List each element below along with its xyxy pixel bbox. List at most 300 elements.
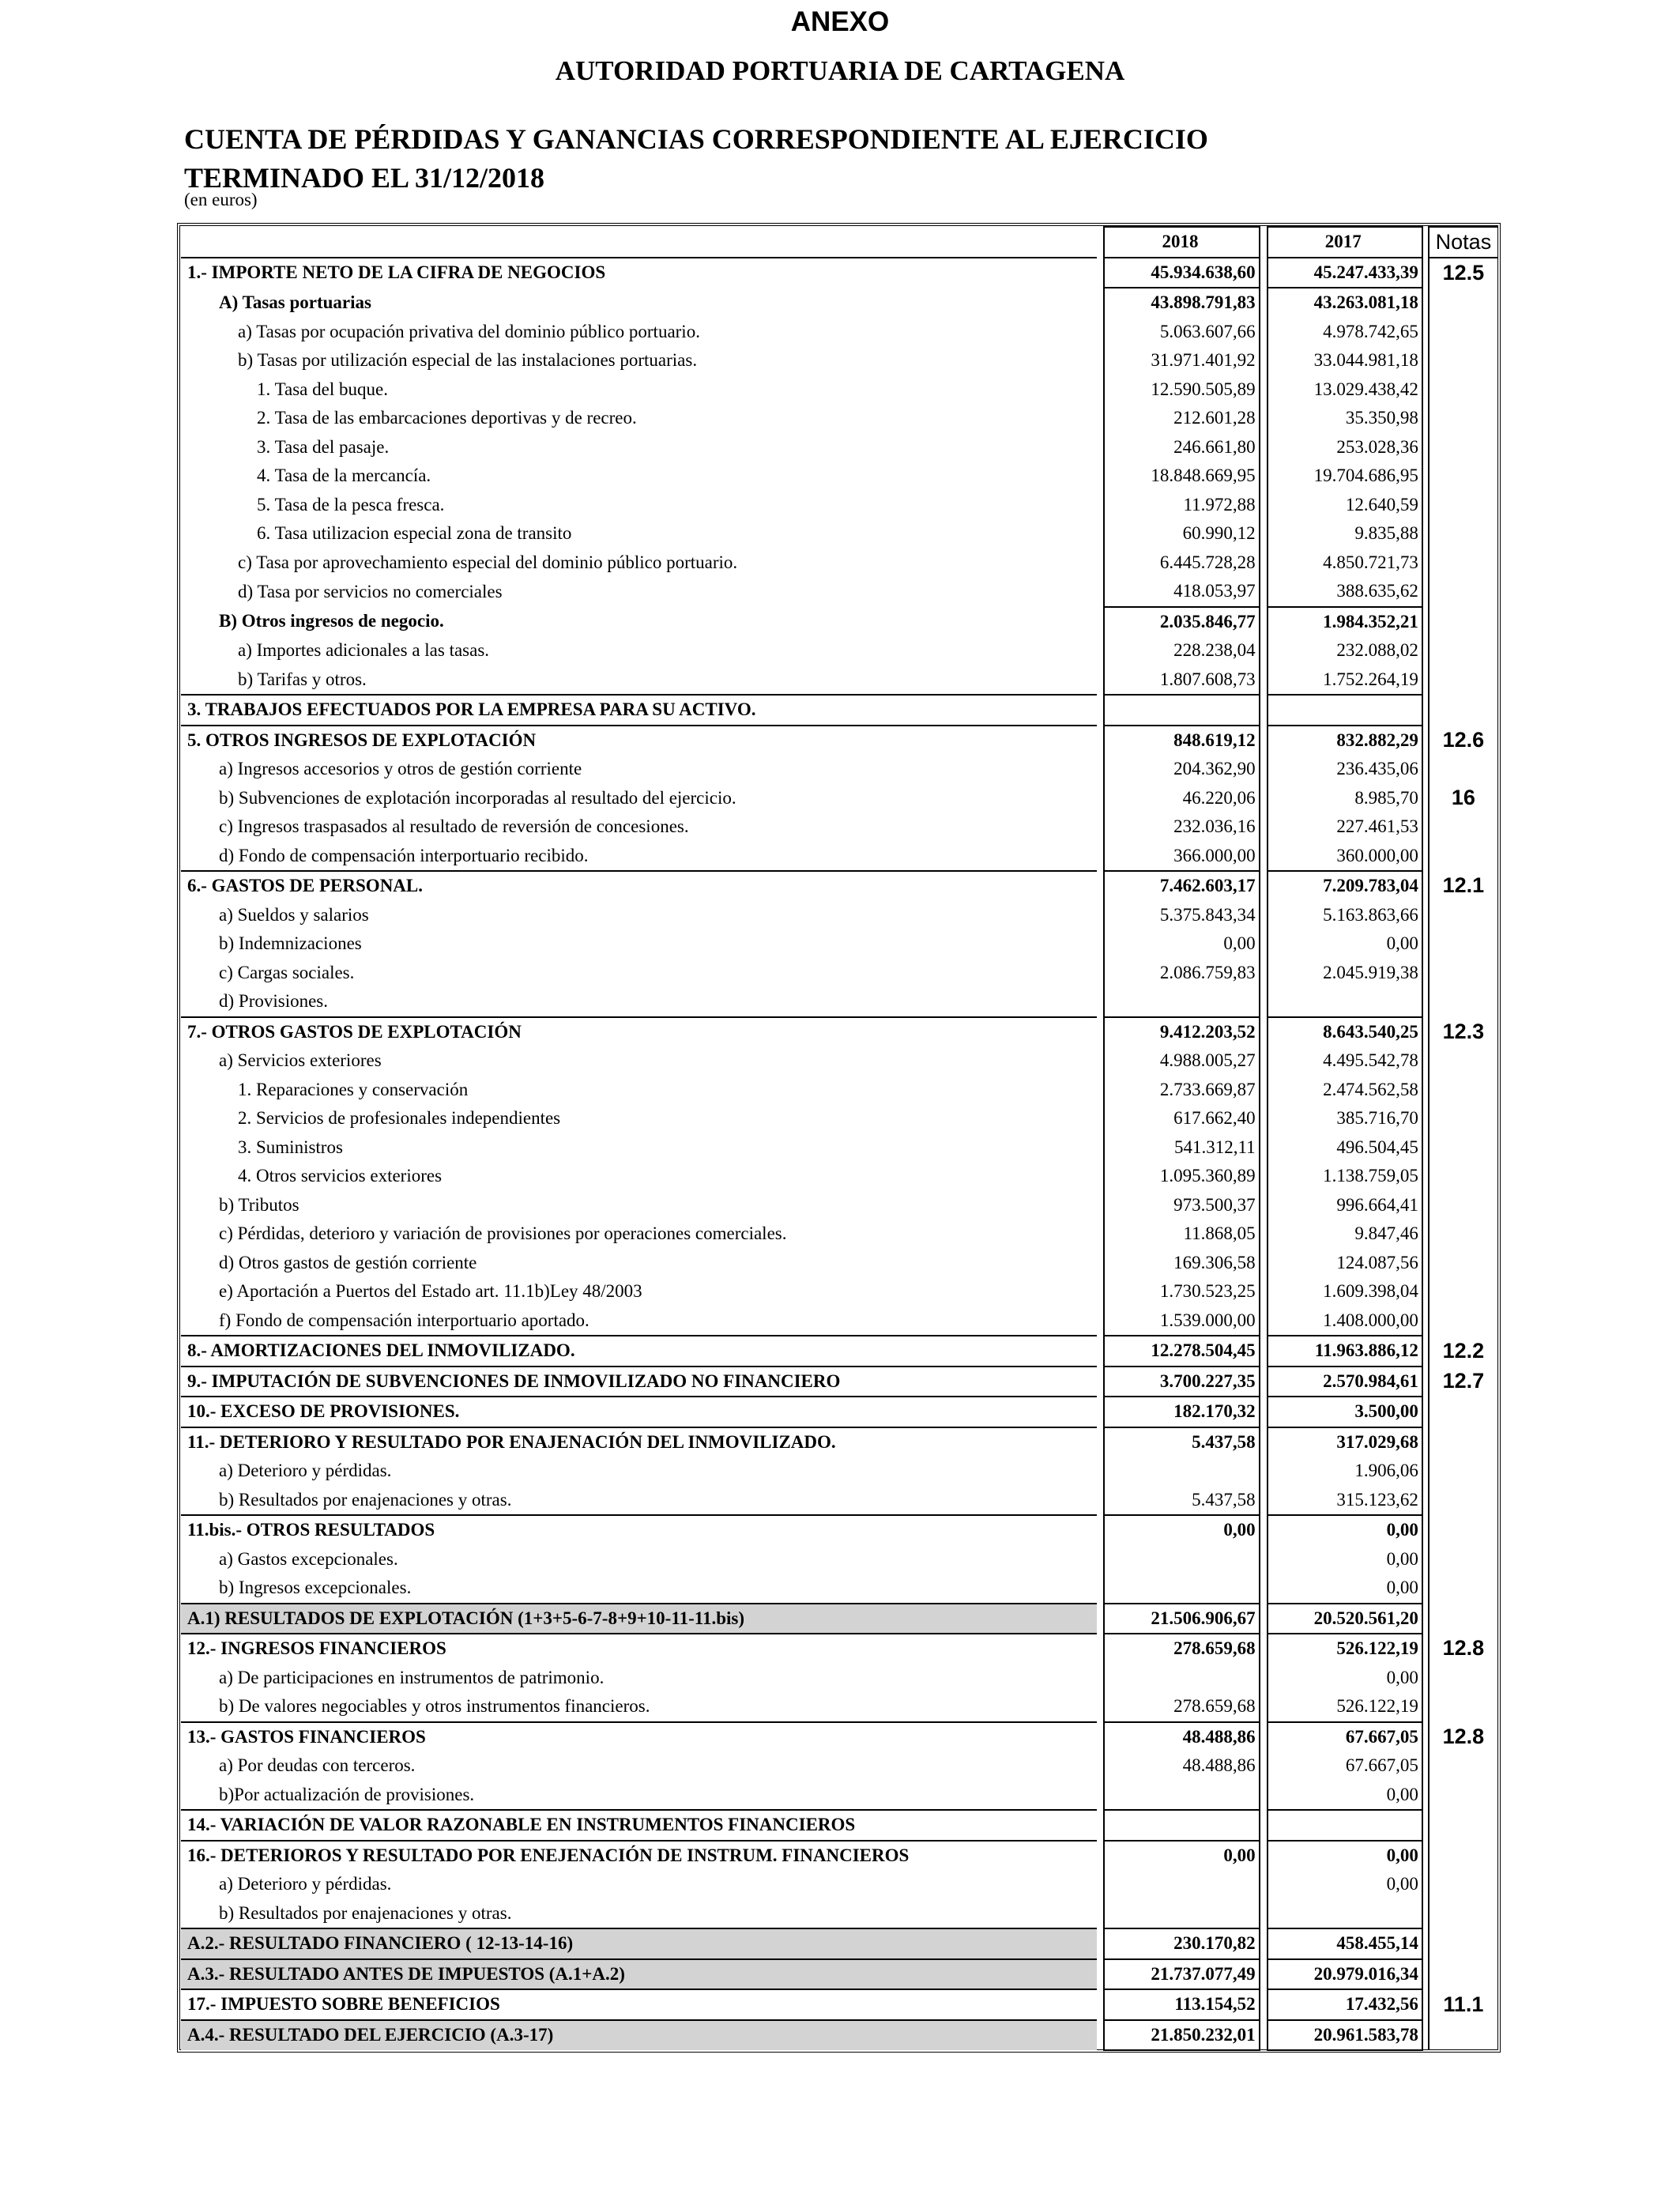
value-2018: 18.848.669,95: [1104, 462, 1259, 491]
table-row: [181, 1191, 1497, 1220]
value-2018: 43.898.791,83: [1104, 288, 1259, 318]
row-label: c) Pérdidas, deterioro y variación de provisiones por operaciones comerciales.: [219, 1223, 787, 1244]
value-2018: 246.661,80: [1104, 433, 1259, 462]
value-2018: 5.375.843,34: [1104, 901, 1259, 930]
value-2018: 21.737.077,49: [1104, 1959, 1259, 1990]
note-ref: 12.8: [1429, 1722, 1497, 1752]
table-row: [181, 1249, 1497, 1278]
row-label: b) Subvenciones de explotación incorporadas al resultado del ejercicio.: [219, 787, 736, 808]
value-2017: [1268, 695, 1422, 726]
table-row: [181, 1076, 1497, 1105]
value-2018: 182.170,32: [1104, 1397, 1259, 1427]
table-row: [181, 929, 1497, 959]
table-row: [181, 1751, 1497, 1781]
value-2018: 11.868,05: [1104, 1220, 1259, 1249]
table-row: [181, 871, 1497, 901]
table-row: [181, 1604, 1497, 1634]
value-2017: 0,00: [1268, 929, 1422, 959]
table-row: [181, 1336, 1497, 1367]
note-ref: [1429, 987, 1497, 1017]
value-2017: 315.123,62: [1268, 1486, 1422, 1516]
row-label: 10.- EXCESO DE PROVISIONES.: [181, 1397, 1097, 1427]
note-ref: [1429, 491, 1497, 520]
profit-loss-table: [181, 226, 1497, 2051]
note-ref: [1429, 1841, 1497, 1871]
value-2018: 2.733.669,87: [1104, 1076, 1259, 1105]
value-2018: 5.437,58: [1104, 1486, 1259, 1516]
row-label: 7.- OTROS GASTOS DE EXPLOTACIÓN: [181, 1017, 1097, 1047]
note-ref: [1429, 1220, 1497, 1249]
value-2018: 1.095.360,89: [1104, 1162, 1259, 1191]
column-header-2017: 2017: [1268, 227, 1422, 258]
note-ref: [1429, 1104, 1497, 1133]
row-label: 2. Servicios de profesionales independientes: [238, 1108, 561, 1129]
value-2017: 0,00: [1268, 1870, 1422, 1899]
table-row: [181, 433, 1497, 462]
value-2018: [1104, 1574, 1259, 1604]
column-header-notas: Notas: [1429, 227, 1497, 258]
table-row: [181, 491, 1497, 520]
value-2018: 60.990,12: [1104, 519, 1259, 548]
table-row: [181, 665, 1497, 696]
value-2017: 832.882,29: [1268, 726, 1422, 756]
table-row: [181, 812, 1497, 842]
row-label: a) Servicios exteriores: [219, 1050, 382, 1071]
table-row: [181, 1220, 1497, 1249]
table-row: [181, 636, 1497, 665]
table-row: [181, 1457, 1497, 1486]
row-label: 12.- INGRESOS FINANCIEROS: [181, 1634, 1097, 1664]
value-2018: 6.445.728,28: [1104, 548, 1259, 578]
value-2018: 21.506.906,67: [1104, 1604, 1259, 1634]
value-2018: [1104, 987, 1259, 1017]
row-label: 3. Tasa del pasaje.: [257, 436, 390, 457]
value-2018: 230.170,82: [1104, 1928, 1259, 1959]
value-2018: 366.000,00: [1104, 842, 1259, 872]
value-2017: 1.609.398,04: [1268, 1277, 1422, 1306]
value-2017: [1268, 1899, 1422, 1929]
row-label: a) Deterioro y pérdidas.: [219, 1461, 392, 1481]
value-2018: 1.730.523,25: [1104, 1277, 1259, 1306]
note-ref: [1429, 318, 1497, 347]
note-ref: [1429, 1397, 1497, 1427]
table-row: [181, 1810, 1497, 1841]
value-2017: 20.979.016,34: [1268, 1959, 1422, 1990]
note-ref: [1429, 1870, 1497, 1899]
value-2017: 0,00: [1268, 1574, 1422, 1604]
table-row: [181, 258, 1497, 288]
value-2018: 4.988.005,27: [1104, 1046, 1259, 1076]
row-label: f) Fondo de compensación interportuario aportado.: [219, 1310, 590, 1330]
note-ref: [1429, 288, 1497, 318]
table-row: [181, 959, 1497, 988]
note-ref: [1429, 755, 1497, 784]
value-2017: 385.716,70: [1268, 1104, 1422, 1133]
note-ref: [1429, 959, 1497, 988]
note-ref: [1429, 404, 1497, 433]
row-label: 2. Tasa de las embarcaciones deportivas y de recreo.: [257, 408, 637, 428]
note-ref: 11.1: [1429, 1989, 1497, 2020]
value-2017: 526.122,19: [1268, 1692, 1422, 1722]
note-ref: [1429, 1133, 1497, 1163]
note-ref: [1429, 1959, 1497, 1990]
note-ref: [1429, 1191, 1497, 1220]
table-row: [181, 1928, 1497, 1959]
note-ref: [1429, 901, 1497, 930]
header-label-cell: [181, 227, 1097, 258]
note-ref: [1429, 1277, 1497, 1306]
note-ref: [1429, 2020, 1497, 2051]
value-2018: 228.238,04: [1104, 636, 1259, 665]
value-2018: 5.437,58: [1104, 1427, 1259, 1457]
row-label: a) Por deudas con terceros.: [219, 1755, 416, 1776]
note-ref: [1429, 519, 1497, 548]
table-row: [181, 695, 1497, 726]
note-ref: [1429, 462, 1497, 491]
value-2017: 9.847,46: [1268, 1220, 1422, 1249]
value-2018: 12.278.504,45: [1104, 1336, 1259, 1367]
row-label: 13.- GASTOS FINANCIEROS: [181, 1722, 1097, 1752]
note-ref: [1429, 1457, 1497, 1486]
table-row: [181, 1486, 1497, 1516]
table-row: [181, 1989, 1497, 2020]
note-ref: [1429, 1751, 1497, 1781]
row-label: b) Indemnizaciones: [219, 933, 362, 954]
value-2017: 13.029.438,42: [1268, 375, 1422, 405]
value-2018: 0,00: [1104, 1515, 1259, 1545]
note-ref: [1429, 665, 1497, 696]
value-2018: [1104, 1899, 1259, 1929]
row-label: b) Resultados por enajenaciones y otras.: [219, 1902, 512, 1923]
value-2017: 1.752.264,19: [1268, 665, 1422, 696]
row-label: A) Tasas portuarias: [219, 292, 371, 312]
row-label: 9.- IMPUTACIÓN DE SUBVENCIONES DE INMOVILIZADO NO FINANCIERO: [181, 1367, 1097, 1397]
annex-heading: ANEXO: [790, 6, 890, 37]
row-label: B) Otros ingresos de negocio.: [219, 611, 444, 631]
row-label: 3. Suministros: [238, 1137, 343, 1157]
note-ref: [1429, 1781, 1497, 1811]
row-label: c) Tasa por aprovechamiento especial del dominio público portuario.: [238, 552, 738, 572]
value-2017: 227.461,53: [1268, 812, 1422, 842]
column-header-2018: 2018: [1104, 227, 1259, 258]
value-2017: 67.667,05: [1268, 1751, 1422, 1781]
value-2018: 973.500,37: [1104, 1191, 1259, 1220]
row-label: d) Otros gastos de gestión corriente: [219, 1252, 477, 1272]
note-ref: [1429, 607, 1497, 637]
row-label: 11.bis.- OTROS RESULTADOS: [181, 1515, 1097, 1545]
table-row: [181, 987, 1497, 1017]
table-row: [181, 462, 1497, 491]
value-2017: 9.835,88: [1268, 519, 1422, 548]
row-label: 1.- IMPORTE NETO DE LA CIFRA DE NEGOCIOS: [181, 258, 1097, 288]
table-row: [181, 1133, 1497, 1163]
value-2017: 19.704.686,95: [1268, 462, 1422, 491]
row-label: a) Ingresos accesorios y otros de gestión corriente: [219, 759, 582, 779]
table-row: [181, 2020, 1497, 2051]
value-2017: 8.643.540,25: [1268, 1017, 1422, 1047]
table-row: [181, 1046, 1497, 1076]
table-row: [181, 1722, 1497, 1752]
value-2018: 113.154,52: [1104, 1989, 1259, 2020]
row-label: 1. Tasa del buque.: [257, 379, 388, 399]
note-ref: [1429, 1076, 1497, 1105]
value-2018: 0,00: [1104, 929, 1259, 959]
row-label: b) Ingresos excepcionales.: [219, 1578, 412, 1598]
note-ref: [1429, 1899, 1497, 1929]
currency-unit: (en euros): [184, 190, 258, 209]
value-2018: 12.590.505,89: [1104, 375, 1259, 405]
value-2017: 4.978.742,65: [1268, 318, 1422, 347]
table-header-row: [181, 227, 1497, 258]
value-2017: 8.985,70: [1268, 784, 1422, 813]
row-label: d) Provisiones.: [219, 991, 328, 1012]
value-2017: 33.044.981,18: [1268, 346, 1422, 375]
note-ref: 12.3: [1429, 1017, 1497, 1047]
table-row: [181, 519, 1497, 548]
value-2017: 1.408.000,00: [1268, 1306, 1422, 1336]
row-label: 4. Tasa de la mercancía.: [257, 466, 431, 486]
row-label: 5. Tasa de la pesca fresca.: [257, 494, 445, 515]
value-2017: 2.045.919,38: [1268, 959, 1422, 988]
value-2017: 4.495.542,78: [1268, 1046, 1422, 1076]
row-label: a) Deterioro y pérdidas.: [219, 1874, 392, 1894]
note-ref: 16: [1429, 784, 1497, 813]
note-ref: 12.1: [1429, 871, 1497, 901]
table-row: [181, 726, 1497, 756]
note-ref: [1429, 1545, 1497, 1574]
note-ref: [1429, 1810, 1497, 1841]
value-2017: 43.263.081,18: [1268, 288, 1422, 318]
note-ref: [1429, 1664, 1497, 1693]
row-label: A.1) RESULTADOS DE EXPLOTACIÓN (1+3+5-6-7-8+9+10-11-11.bis): [181, 1604, 1097, 1634]
table-row: [181, 346, 1497, 375]
value-2017: 253.028,36: [1268, 433, 1422, 462]
value-2017: 2.570.984,61: [1268, 1367, 1422, 1397]
value-2018: 541.312,11: [1104, 1133, 1259, 1163]
row-label: 16.- DETERIOROS Y RESULTADO POR ENEJENACIÓN DE INSTRUM. FINANCIEROS: [181, 1841, 1097, 1871]
value-2018: 5.063.607,66: [1104, 318, 1259, 347]
note-ref: [1429, 375, 1497, 405]
statement-title-line2: TERMINADO EL 31/12/2018: [184, 162, 545, 194]
value-2018: 2.035.846,77: [1104, 607, 1259, 637]
value-2018: 48.488,86: [1104, 1751, 1259, 1781]
value-2017: 232.088,02: [1268, 636, 1422, 665]
table-row: [181, 901, 1497, 930]
note-ref: [1429, 1249, 1497, 1278]
value-2017: 0,00: [1268, 1841, 1422, 1871]
value-2018: 278.659,68: [1104, 1692, 1259, 1722]
value-2018: 21.850.232,01: [1104, 2020, 1259, 2051]
value-2017: 996.664,41: [1268, 1191, 1422, 1220]
note-ref: [1429, 929, 1497, 959]
table-row: [181, 1870, 1497, 1899]
value-2018: 212.601,28: [1104, 404, 1259, 433]
value-2017: [1268, 1810, 1422, 1841]
value-2018: 1.807.608,73: [1104, 665, 1259, 696]
table-row: [181, 784, 1497, 813]
value-2018: 2.086.759,83: [1104, 959, 1259, 988]
row-label: 3. TRABAJOS EFECTUADOS POR LA EMPRESA PARA SU ACTIVO.: [181, 695, 1097, 726]
table-row: [181, 404, 1497, 433]
row-label: b)Por actualización de provisiones.: [219, 1784, 475, 1804]
row-label: b) Tarifas y otros.: [238, 669, 367, 689]
value-2017: 20.961.583,78: [1268, 2020, 1422, 2051]
row-label: 17.- IMPUESTO SOBRE BENEFICIOS: [181, 1989, 1097, 2020]
value-2017: 0,00: [1268, 1781, 1422, 1811]
row-label: a) Gastos excepcionales.: [219, 1548, 398, 1569]
value-2017: 317.029,68: [1268, 1427, 1422, 1457]
table-row: [181, 1545, 1497, 1574]
value-2018: [1104, 1810, 1259, 1841]
value-2017: 1.138.759,05: [1268, 1162, 1422, 1191]
value-2018: 232.036,16: [1104, 812, 1259, 842]
note-ref: [1429, 842, 1497, 872]
value-2018: 169.306,58: [1104, 1249, 1259, 1278]
value-2018: 0,00: [1104, 1841, 1259, 1871]
row-label: a) Sueldos y salarios: [219, 904, 369, 925]
value-2017: 45.247.433,39: [1268, 258, 1422, 288]
table-row: [181, 1899, 1497, 1929]
value-2017: 458.455,14: [1268, 1928, 1422, 1959]
value-2018: [1104, 695, 1259, 726]
value-2018: 45.934.638,60: [1104, 258, 1259, 288]
value-2017: 0,00: [1268, 1545, 1422, 1574]
organization-name: AUTORIDAD PORTUARIA DE CARTAGENA: [555, 55, 1125, 86]
table-row: [181, 1781, 1497, 1811]
row-label: 6. Tasa utilizacion especial zona de transito: [257, 523, 572, 544]
value-2018: [1104, 1545, 1259, 1574]
value-2017: 526.122,19: [1268, 1634, 1422, 1664]
row-label: 4. Otros servicios exteriores: [238, 1166, 443, 1186]
row-label: b) Tasas por utilización especial de las instalaciones portuarias.: [238, 350, 698, 371]
value-2017: 124.087,56: [1268, 1249, 1422, 1278]
value-2017: 2.474.562,58: [1268, 1076, 1422, 1105]
table-row: [181, 1692, 1497, 1722]
note-ref: [1429, 1692, 1497, 1722]
table-row: [181, 1306, 1497, 1336]
value-2017: 67.667,05: [1268, 1722, 1422, 1752]
note-ref: [1429, 812, 1497, 842]
row-label: a) Tasas por ocupación privativa del dominio público portuario.: [238, 321, 700, 341]
table-row: [181, 1664, 1497, 1693]
note-ref: 12.8: [1429, 1634, 1497, 1664]
row-label: 14.- VARIACIÓN DE VALOR RAZONABLE EN INSTRUMENTOS FINANCIEROS: [181, 1810, 1097, 1841]
note-ref: [1429, 433, 1497, 462]
row-label: 11.- DETERIORO Y RESULTADO POR ENAJENACIÓN DEL INMOVILIZADO.: [181, 1427, 1097, 1457]
value-2017: 12.640,59: [1268, 491, 1422, 520]
table-row: [181, 842, 1497, 872]
table-row: [181, 1959, 1497, 1990]
note-ref: [1429, 1486, 1497, 1516]
note-ref: [1429, 1515, 1497, 1545]
table-row: [181, 548, 1497, 578]
value-2017: 5.163.863,66: [1268, 901, 1422, 930]
note-ref: [1429, 346, 1497, 375]
table-row: [181, 1277, 1497, 1306]
value-2018: 46.220,06: [1104, 784, 1259, 813]
row-label: b) De valores negociables y otros instrumentos financieros.: [219, 1696, 650, 1717]
value-2017: 11.963.886,12: [1268, 1336, 1422, 1367]
row-label: c) Cargas sociales.: [219, 962, 355, 982]
value-2018: 31.971.401,92: [1104, 346, 1259, 375]
row-label: a) Importes adicionales a las tasas.: [238, 640, 490, 661]
row-label: A.4.- RESULTADO DEL EJERCICIO (A.3-17): [181, 2020, 1097, 2051]
note-ref: [1429, 1306, 1497, 1336]
value-2018: 848.619,12: [1104, 726, 1259, 756]
value-2017: 4.850.721,73: [1268, 548, 1422, 578]
note-ref: 12.6: [1429, 726, 1497, 756]
row-label: c) Ingresos traspasados al resultado de reversión de concesiones.: [219, 816, 689, 837]
value-2018: [1104, 1781, 1259, 1811]
value-2017: 3.500,00: [1268, 1397, 1422, 1427]
value-2018: [1104, 1457, 1259, 1486]
row-label: 5. OTROS INGRESOS DE EXPLOTACIÓN: [181, 726, 1097, 756]
table-row: [181, 1841, 1497, 1871]
value-2018: 1.539.000,00: [1104, 1306, 1259, 1336]
table-row: [181, 607, 1497, 637]
value-2018: 48.488,86: [1104, 1722, 1259, 1752]
value-2017: 20.520.561,20: [1268, 1604, 1422, 1634]
row-label: 6.- GASTOS DE PERSONAL.: [181, 871, 1097, 901]
note-ref: [1429, 1427, 1497, 1457]
row-label: e) Aportación a Puertos del Estado art. 11.1b)Ley 48/2003: [219, 1281, 642, 1302]
table-row: [181, 1574, 1497, 1604]
value-2018: 9.412.203,52: [1104, 1017, 1259, 1047]
table-row: [181, 1515, 1497, 1545]
table-row: [181, 375, 1497, 405]
table-row: [181, 577, 1497, 607]
table-row: [181, 755, 1497, 784]
value-2018: 11.972,88: [1104, 491, 1259, 520]
row-label: d) Tasa por servicios no comerciales: [238, 581, 503, 601]
value-2017: 0,00: [1268, 1664, 1422, 1693]
value-2017: 35.350,98: [1268, 404, 1422, 433]
table-row: [181, 288, 1497, 318]
row-label: 1. Reparaciones y conservación: [238, 1079, 469, 1099]
note-ref: [1429, 1046, 1497, 1076]
value-2018: [1104, 1870, 1259, 1899]
table-row: [181, 318, 1497, 347]
value-2017: 496.504,45: [1268, 1133, 1422, 1163]
note-ref: [1429, 695, 1497, 726]
value-2017: [1268, 987, 1422, 1017]
table-row: [181, 1017, 1497, 1047]
row-label: b) Resultados por enajenaciones y otras.: [219, 1489, 512, 1510]
note-ref: [1429, 1574, 1497, 1604]
row-label: b) Tributos: [219, 1194, 299, 1215]
note-ref: 12.7: [1429, 1367, 1497, 1397]
table-row: [181, 1367, 1497, 1397]
table-row: [181, 1162, 1497, 1191]
value-2018: [1104, 1664, 1259, 1693]
table-row: [181, 1634, 1497, 1664]
row-label: A.2.- RESULTADO FINANCIERO ( 12-13-14-16): [181, 1928, 1097, 1959]
value-2017: 1.906,06: [1268, 1457, 1422, 1486]
row-label: 8.- AMORTIZACIONES DEL INMOVILIZADO.: [181, 1336, 1097, 1367]
value-2018: 3.700.227,35: [1104, 1367, 1259, 1397]
statement-title-line1: CUENTA DE PÉRDIDAS Y GANANCIAS CORRESPONDIENTE AL EJERCICIO: [184, 123, 1208, 155]
statement-title: [184, 120, 1208, 198]
value-2017: 0,00: [1268, 1515, 1422, 1545]
value-2018: 204.362,90: [1104, 755, 1259, 784]
note-ref: [1429, 1928, 1497, 1959]
note-ref: 12.5: [1429, 258, 1497, 288]
row-label: A.3.- RESULTADO ANTES DE IMPUESTOS (A.1+A.2): [181, 1959, 1097, 1990]
note-ref: [1429, 636, 1497, 665]
value-2018: 418.053,97: [1104, 577, 1259, 607]
value-2017: 388.635,62: [1268, 577, 1422, 607]
value-2018: 278.659,68: [1104, 1634, 1259, 1664]
